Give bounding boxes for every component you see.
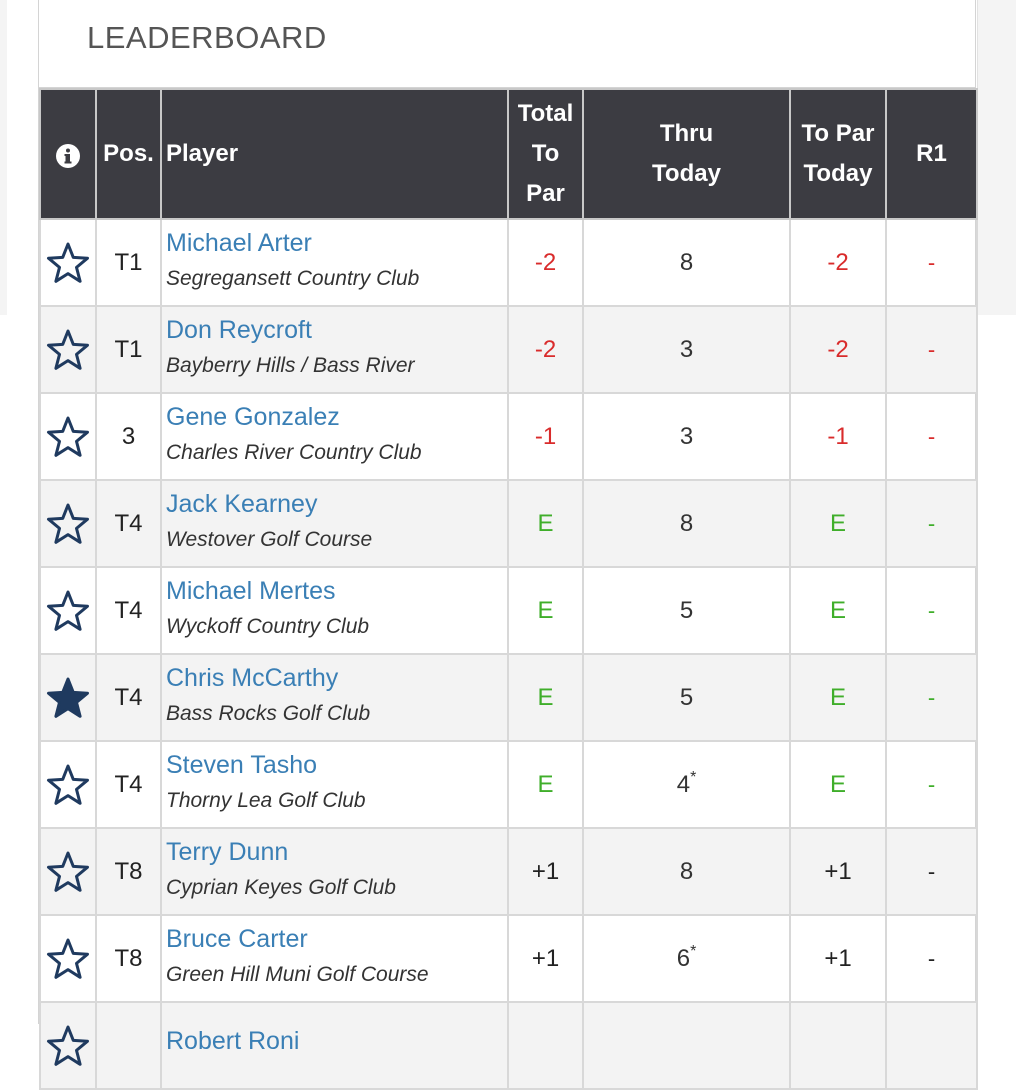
player-header[interactable]: Player xyxy=(161,89,508,219)
player-club: Wyckoff Country Club xyxy=(166,614,370,638)
player-name-link[interactable]: Michael Mertes xyxy=(166,576,336,605)
favorite-cell[interactable] xyxy=(40,654,96,741)
total-to-par-cell: E xyxy=(508,741,583,828)
info-header-cell[interactable] xyxy=(40,89,96,219)
player-cell xyxy=(161,219,508,306)
star-icon[interactable] xyxy=(46,763,90,807)
r1-cell xyxy=(886,1002,977,1089)
position-cell: 3 xyxy=(96,393,161,480)
star-icon[interactable] xyxy=(46,415,90,459)
to-par-today-cell: +1 xyxy=(790,915,886,1002)
player-name-link[interactable]: Don Reycroft xyxy=(166,315,312,344)
player-name-link[interactable]: Gene Gonzalez xyxy=(166,402,340,431)
position-cell: T1 xyxy=(96,219,161,306)
to-par-today-header-line-2: Today xyxy=(803,160,873,187)
to-par-today-cell: E xyxy=(790,741,886,828)
total-to-par-header-line-1: Total xyxy=(517,100,574,127)
player-cell xyxy=(161,741,508,828)
leaderboard-title-bar xyxy=(39,0,975,88)
favorite-cell[interactable] xyxy=(40,219,96,306)
info-circle-icon[interactable] xyxy=(55,142,81,168)
pos-header[interactable]: Pos. xyxy=(96,89,161,219)
thru-today-cell xyxy=(583,567,790,654)
to-par-today-cell xyxy=(790,1002,886,1089)
star-icon[interactable] xyxy=(46,589,90,633)
player-club: Westover Golf Course xyxy=(166,527,373,551)
r1-header[interactable]: R1 xyxy=(886,89,977,219)
to-par-today-cell: E xyxy=(790,567,886,654)
background-right-strip xyxy=(977,0,1016,315)
player-club: Bass Rocks Golf Club xyxy=(166,701,371,725)
leaderboard-rows xyxy=(40,219,977,1089)
leaderboard-title: LEADERBOARD xyxy=(87,20,327,55)
r1-cell: - xyxy=(886,219,977,306)
player-cell xyxy=(161,1002,508,1089)
thru-today-cell xyxy=(583,480,790,567)
thru-value: 5 xyxy=(679,596,694,624)
total-to-par-header-line-2: To xyxy=(531,140,560,167)
to-par-today-cell: -2 xyxy=(790,306,886,393)
favorite-cell[interactable] xyxy=(40,393,96,480)
player-name-link[interactable]: Bruce Carter xyxy=(166,924,308,953)
thru-value: 3 xyxy=(679,335,694,363)
player-club: Green Hill Muni Golf Course xyxy=(166,962,429,986)
thru-value: 8 xyxy=(679,248,694,276)
thru-today-header[interactable] xyxy=(583,89,790,219)
position-cell: T8 xyxy=(96,915,161,1002)
position-cell: T4 xyxy=(96,567,161,654)
r1-cell: - xyxy=(886,393,977,480)
thru-value: 8 xyxy=(679,857,694,885)
favorite-cell[interactable] xyxy=(40,567,96,654)
to-par-today-header-line-1: To Par xyxy=(801,120,875,147)
player-name-link[interactable]: Steven Tasho xyxy=(166,750,318,779)
thru-today-cell xyxy=(583,306,790,393)
star-icon[interactable] xyxy=(46,1024,90,1068)
favorite-cell[interactable] xyxy=(40,915,96,1002)
total-to-par-cell: E xyxy=(508,480,583,567)
total-to-par-cell: E xyxy=(508,654,583,741)
position-cell: T4 xyxy=(96,480,161,567)
thru-today-cell xyxy=(583,1002,790,1089)
total-to-par-cell: -1 xyxy=(508,393,583,480)
background-right-edge xyxy=(977,0,1015,1024)
table-row[interactable] xyxy=(40,828,977,915)
favorite-cell[interactable] xyxy=(40,306,96,393)
star-icon[interactable] xyxy=(46,328,90,372)
thru-value: 6 xyxy=(676,944,691,972)
r1-cell: - xyxy=(886,306,977,393)
position-cell xyxy=(96,1002,161,1089)
thru-today-cell xyxy=(583,219,790,306)
leaderboard-panel xyxy=(38,0,976,1055)
total-to-par-cell: E xyxy=(508,567,583,654)
total-to-par-header-line-3: Par xyxy=(526,180,565,207)
player-name-link[interactable]: Chris McCarthy xyxy=(166,663,339,692)
thru-note: * xyxy=(690,942,697,960)
player-cell xyxy=(161,828,508,915)
player-club: Thorny Lea Golf Club xyxy=(166,788,366,812)
table-row[interactable] xyxy=(40,567,977,654)
total-to-par-cell: +1 xyxy=(508,828,583,915)
table-row[interactable] xyxy=(40,480,977,567)
total-to-par-header[interactable] xyxy=(508,89,583,219)
player-name-link[interactable]: Robert Roni xyxy=(166,1026,300,1055)
thru-today-cell xyxy=(583,915,790,1002)
r1-cell: - xyxy=(886,828,977,915)
player-cell xyxy=(161,480,508,567)
r1-cell: - xyxy=(886,654,977,741)
thru-today-header-line-1: Thru xyxy=(659,120,714,147)
player-club: Cyprian Keyes Golf Club xyxy=(166,875,396,899)
favorite-cell[interactable] xyxy=(40,480,96,567)
thru-value: 8 xyxy=(679,509,694,537)
leaderboard-table xyxy=(39,88,978,1090)
to-par-today-cell: E xyxy=(790,654,886,741)
favorite-cell[interactable] xyxy=(40,1002,96,1089)
position-cell: T1 xyxy=(96,306,161,393)
to-par-today-header[interactable] xyxy=(790,89,886,219)
table-header-row xyxy=(40,89,977,219)
player-cell xyxy=(161,567,508,654)
player-club: Charles River Country Club xyxy=(166,440,422,464)
r1-cell: - xyxy=(886,915,977,1002)
player-name-link[interactable]: Michael Arter xyxy=(166,228,312,257)
total-to-par-cell: -2 xyxy=(508,219,583,306)
table-row[interactable] xyxy=(40,219,977,306)
to-par-today-cell: E xyxy=(790,480,886,567)
table-row[interactable] xyxy=(40,741,977,828)
background-left-edge xyxy=(0,0,7,315)
thru-today-cell xyxy=(583,828,790,915)
table-row[interactable] xyxy=(40,393,977,480)
to-par-today-cell: -2 xyxy=(790,219,886,306)
total-to-par-cell: +1 xyxy=(508,915,583,1002)
player-name-link[interactable]: Jack Kearney xyxy=(166,489,318,518)
player-cell xyxy=(161,306,508,393)
favorite-cell[interactable] xyxy=(40,741,96,828)
player-cell xyxy=(161,915,508,1002)
star-filled-icon[interactable] xyxy=(46,676,90,720)
thru-note: * xyxy=(690,768,697,786)
position-cell: T4 xyxy=(96,741,161,828)
to-par-today-cell: +1 xyxy=(790,828,886,915)
total-to-par-cell xyxy=(508,1002,583,1089)
table-row[interactable] xyxy=(40,306,977,393)
table-row[interactable] xyxy=(40,915,977,1002)
favorite-cell[interactable] xyxy=(40,828,96,915)
player-name-link[interactable]: Terry Dunn xyxy=(166,837,289,866)
player-club: Bayberry Hills / Bass River xyxy=(166,353,415,377)
thru-today-cell xyxy=(583,393,790,480)
thru-today-header-line-2: Today xyxy=(652,160,721,187)
thru-value: 3 xyxy=(679,422,694,450)
r1-cell: - xyxy=(886,480,977,567)
to-par-today-cell: -1 xyxy=(790,393,886,480)
star-icon[interactable] xyxy=(46,937,90,981)
player-cell xyxy=(161,654,508,741)
thru-today-cell xyxy=(583,741,790,828)
star-icon[interactable] xyxy=(46,850,90,894)
thru-value: 5 xyxy=(679,683,694,711)
position-cell: T4 xyxy=(96,654,161,741)
thru-today-cell xyxy=(583,654,790,741)
player-club: Segregansett Country Club xyxy=(166,266,420,290)
player-cell xyxy=(161,393,508,480)
thru-value: 4 xyxy=(676,770,691,798)
table-row[interactable] xyxy=(40,654,977,741)
star-icon[interactable] xyxy=(46,241,90,285)
r1-cell: - xyxy=(886,741,977,828)
star-icon[interactable] xyxy=(46,502,90,546)
table-row[interactable] xyxy=(40,1002,977,1089)
r1-cell: - xyxy=(886,567,977,654)
position-cell: T8 xyxy=(96,828,161,915)
total-to-par-cell: -2 xyxy=(508,306,583,393)
